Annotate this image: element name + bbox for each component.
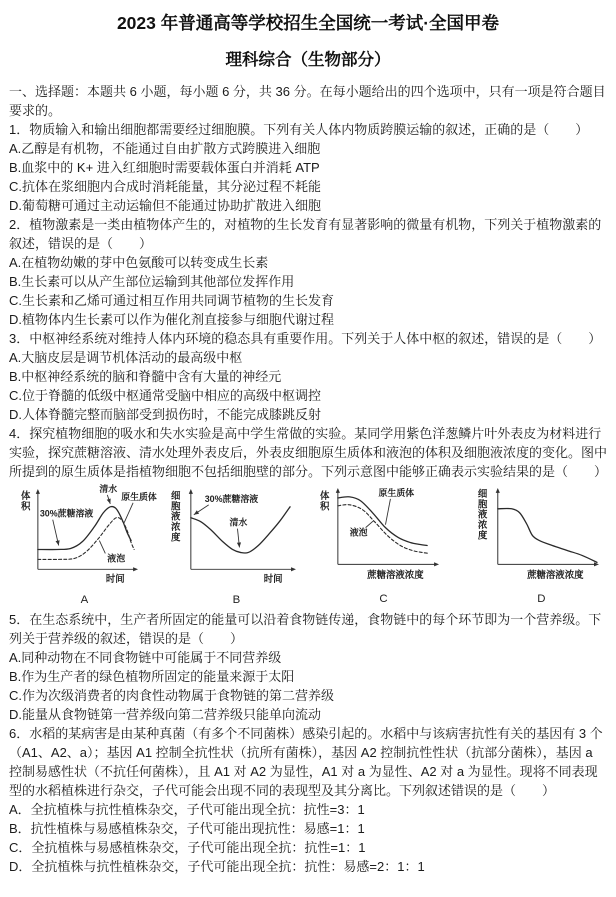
question-3-option-a: A.大脑皮层是调节机体活动的最高级中枢 — [9, 350, 243, 365]
question-3-option-d: D.人体脊髓完整而脑部受到损伤时，不能完成膝跳反射 — [9, 407, 322, 422]
question-4 — [9, 424, 607, 608]
svg-text:B: B — [232, 594, 240, 607]
question-2-option-d: D.植物体内生长素可以作为催化剂直接参与细胞代谢过程 — [9, 312, 335, 327]
question-2-option-a: A.在植物幼嫩的芽中色氨酸可以转变成生长素 — [9, 255, 269, 270]
question-5-option-c: C.作为次级消费者的肉食性动物属于食物链的第二营养级 — [9, 688, 335, 703]
question-5 — [9, 610, 607, 724]
question-1-option-b: B.血浆中的 K+ 进入红细胞时需要载体蛋白并消耗 ATP — [9, 160, 320, 175]
question-3-option-b: B.中枢神经系统的脑和脊髓中含有大量的神经元 — [9, 369, 282, 384]
svg-text:体积: 体积 — [320, 489, 330, 512]
question-5-option-b: B.作为生产者的绿色植物所固定的能量来源于太阳 — [9, 669, 295, 684]
question-1-option-a: A.乙醇是有机物，不能通过自由扩散方式跨膜进入细胞 — [9, 141, 321, 156]
svg-text:清水: 清水 — [99, 483, 118, 494]
svg-text:A: A — [80, 594, 89, 607]
question-1-option-c: C.抗体在浆细胞内合成时消耗能量，其分泌过程不耗能 — [9, 179, 322, 194]
question-5-option-a: A.同种动物在不同食物链中可能属于不同营养级 — [9, 650, 282, 665]
question-3-option-c: C.位于脊髓的低级中枢通常受脑中相应的高级中枢调控 — [9, 388, 322, 403]
question-4-figure — [9, 483, 607, 608]
question-2-stem: 2．植物激素是一类由植物体产生的，对植物的生长发育有显著影响的微量有机物，下列关于植物激素的叙述，错误的是（ ） — [9, 217, 602, 251]
question-2 — [9, 215, 607, 329]
question-4-stem: 4．探究植物细胞的吸水和失水实验是高中学生常做的实验。某同学用紫色洋葱鳞片叶外表皮为材料进行实验，探究蔗糖溶液、清水处理外表皮后，外表皮细胞原生质体和液泡的体积及细胞液浓度的变化。图中所提到的原生质体是指植物细胞不包括细胞壁的部分。下列示意图中能够正确表示实验结果的是（ ） — [9, 426, 608, 479]
question-6-stem: 6．水稻的某病害是由某种真菌（有多个不同菌株）感染引起的。水稻中与该病害抗性有关的基因有 3 个（A1、A2、a）；基因 A1 控制全抗性状（抗所有菌株），基因 A2 控制抗性性状（抗部分菌株），基因 a 控制易感性状（不抗任何菌株），且 A1 对 A2 为显性，A1 对 a 为显性、A2 对 a 为显性。现将不同表现型的水稻植株进行杂交，子代可能会出现不同的表现型及其分离比。下列叙述错误的是（ ） — [9, 726, 603, 798]
paper-subtitle: 理科综合（生物部分） — [225, 51, 391, 69]
question-5-stem: 5．在生态系统中，生产者所固定的能量可以沿着食物链传递，食物链中的每个环节即为一个营养级。下列关于营养级的叙述，错误的是（ ） — [9, 612, 602, 646]
svg-text:清水: 清水 — [229, 517, 248, 528]
section-instructions: 一、选择题：本题共 6 小题，每小题 6 分，共 36 分。在每小题给出的四个选项中，只有一项是符合题目要求的。 — [9, 84, 606, 118]
question-3-stem: 3．中枢神经系统对维持人体内环境的稳态具有重要作用。下列关于人体中枢的叙述，错误的是（ ） — [9, 331, 602, 346]
question-2-option-c: C.生长素和乙烯可通过相互作用共同调节植物的生长发育 — [9, 293, 335, 308]
question-6-option-a: A．全抗植株与抗性植株杂交，子代可能出现全抗：抗性=3：1 — [9, 802, 365, 817]
svg-text:C: C — [379, 593, 388, 606]
svg-text:D: D — [537, 593, 546, 606]
question-6-option-c: C．全抗植株与易感植株杂交，子代可能出现全抗：抗性=1：1 — [9, 840, 366, 855]
svg-text:体积: 体积 — [21, 489, 31, 512]
chart-option-c — [308, 483, 457, 608]
paper-title: 2023 年普通高等学校招生全国统一考试·全国甲卷 — [116, 13, 500, 33]
svg-text:细胞液浓度: 细胞液浓度 — [477, 487, 488, 541]
svg-text:时间: 时间 — [105, 573, 125, 585]
svg-text:蔗糖溶液浓度: 蔗糖溶液浓度 — [367, 569, 424, 581]
chart-option-a — [9, 483, 158, 608]
svg-text:液泡: 液泡 — [107, 553, 126, 564]
svg-text:时间: 时间 — [263, 573, 283, 585]
question-6 — [9, 724, 607, 876]
svg-text:30%蔗糖溶液: 30%蔗糖溶液 — [39, 508, 94, 519]
question-6-option-d: D．全抗植株与抗性植株杂交，子代可能出现全抗：抗性：易感=2：1：1 — [9, 859, 425, 874]
question-1-stem: 1．物质输入和输出细胞都需要经过细胞膜。下列有关人体内物质跨膜运输的叙述，正确的是（ ） — [9, 122, 589, 137]
question-3 — [9, 329, 607, 424]
chart-option-b — [159, 483, 308, 608]
svg-text:液泡: 液泡 — [350, 527, 368, 538]
question-1 — [9, 120, 607, 215]
question-6-option-b: B．抗性植株与易感植株杂交，子代可能出现抗性：易感=1：1 — [9, 821, 365, 836]
question-5-option-d: D.能量从食物链第一营养级向第二营养级只能单向流动 — [9, 707, 322, 722]
svg-text:30%蔗糖溶液: 30%蔗糖溶液 — [204, 493, 258, 504]
svg-text:蔗糖溶液浓度: 蔗糖溶液浓度 — [527, 569, 584, 581]
question-2-option-b: B.生长素可以从产生部位运输到其他部位发挥作用 — [9, 274, 295, 289]
chart-option-d — [458, 483, 607, 608]
question-1-option-d: D.葡萄糖可通过主动运输但不能通过协助扩散进入细胞 — [9, 198, 322, 213]
svg-text:原生质体: 原生质体 — [121, 491, 157, 502]
svg-text:细胞液浓度: 细胞液浓度 — [170, 489, 181, 543]
svg-text:原生质体: 原生质体 — [378, 487, 415, 498]
